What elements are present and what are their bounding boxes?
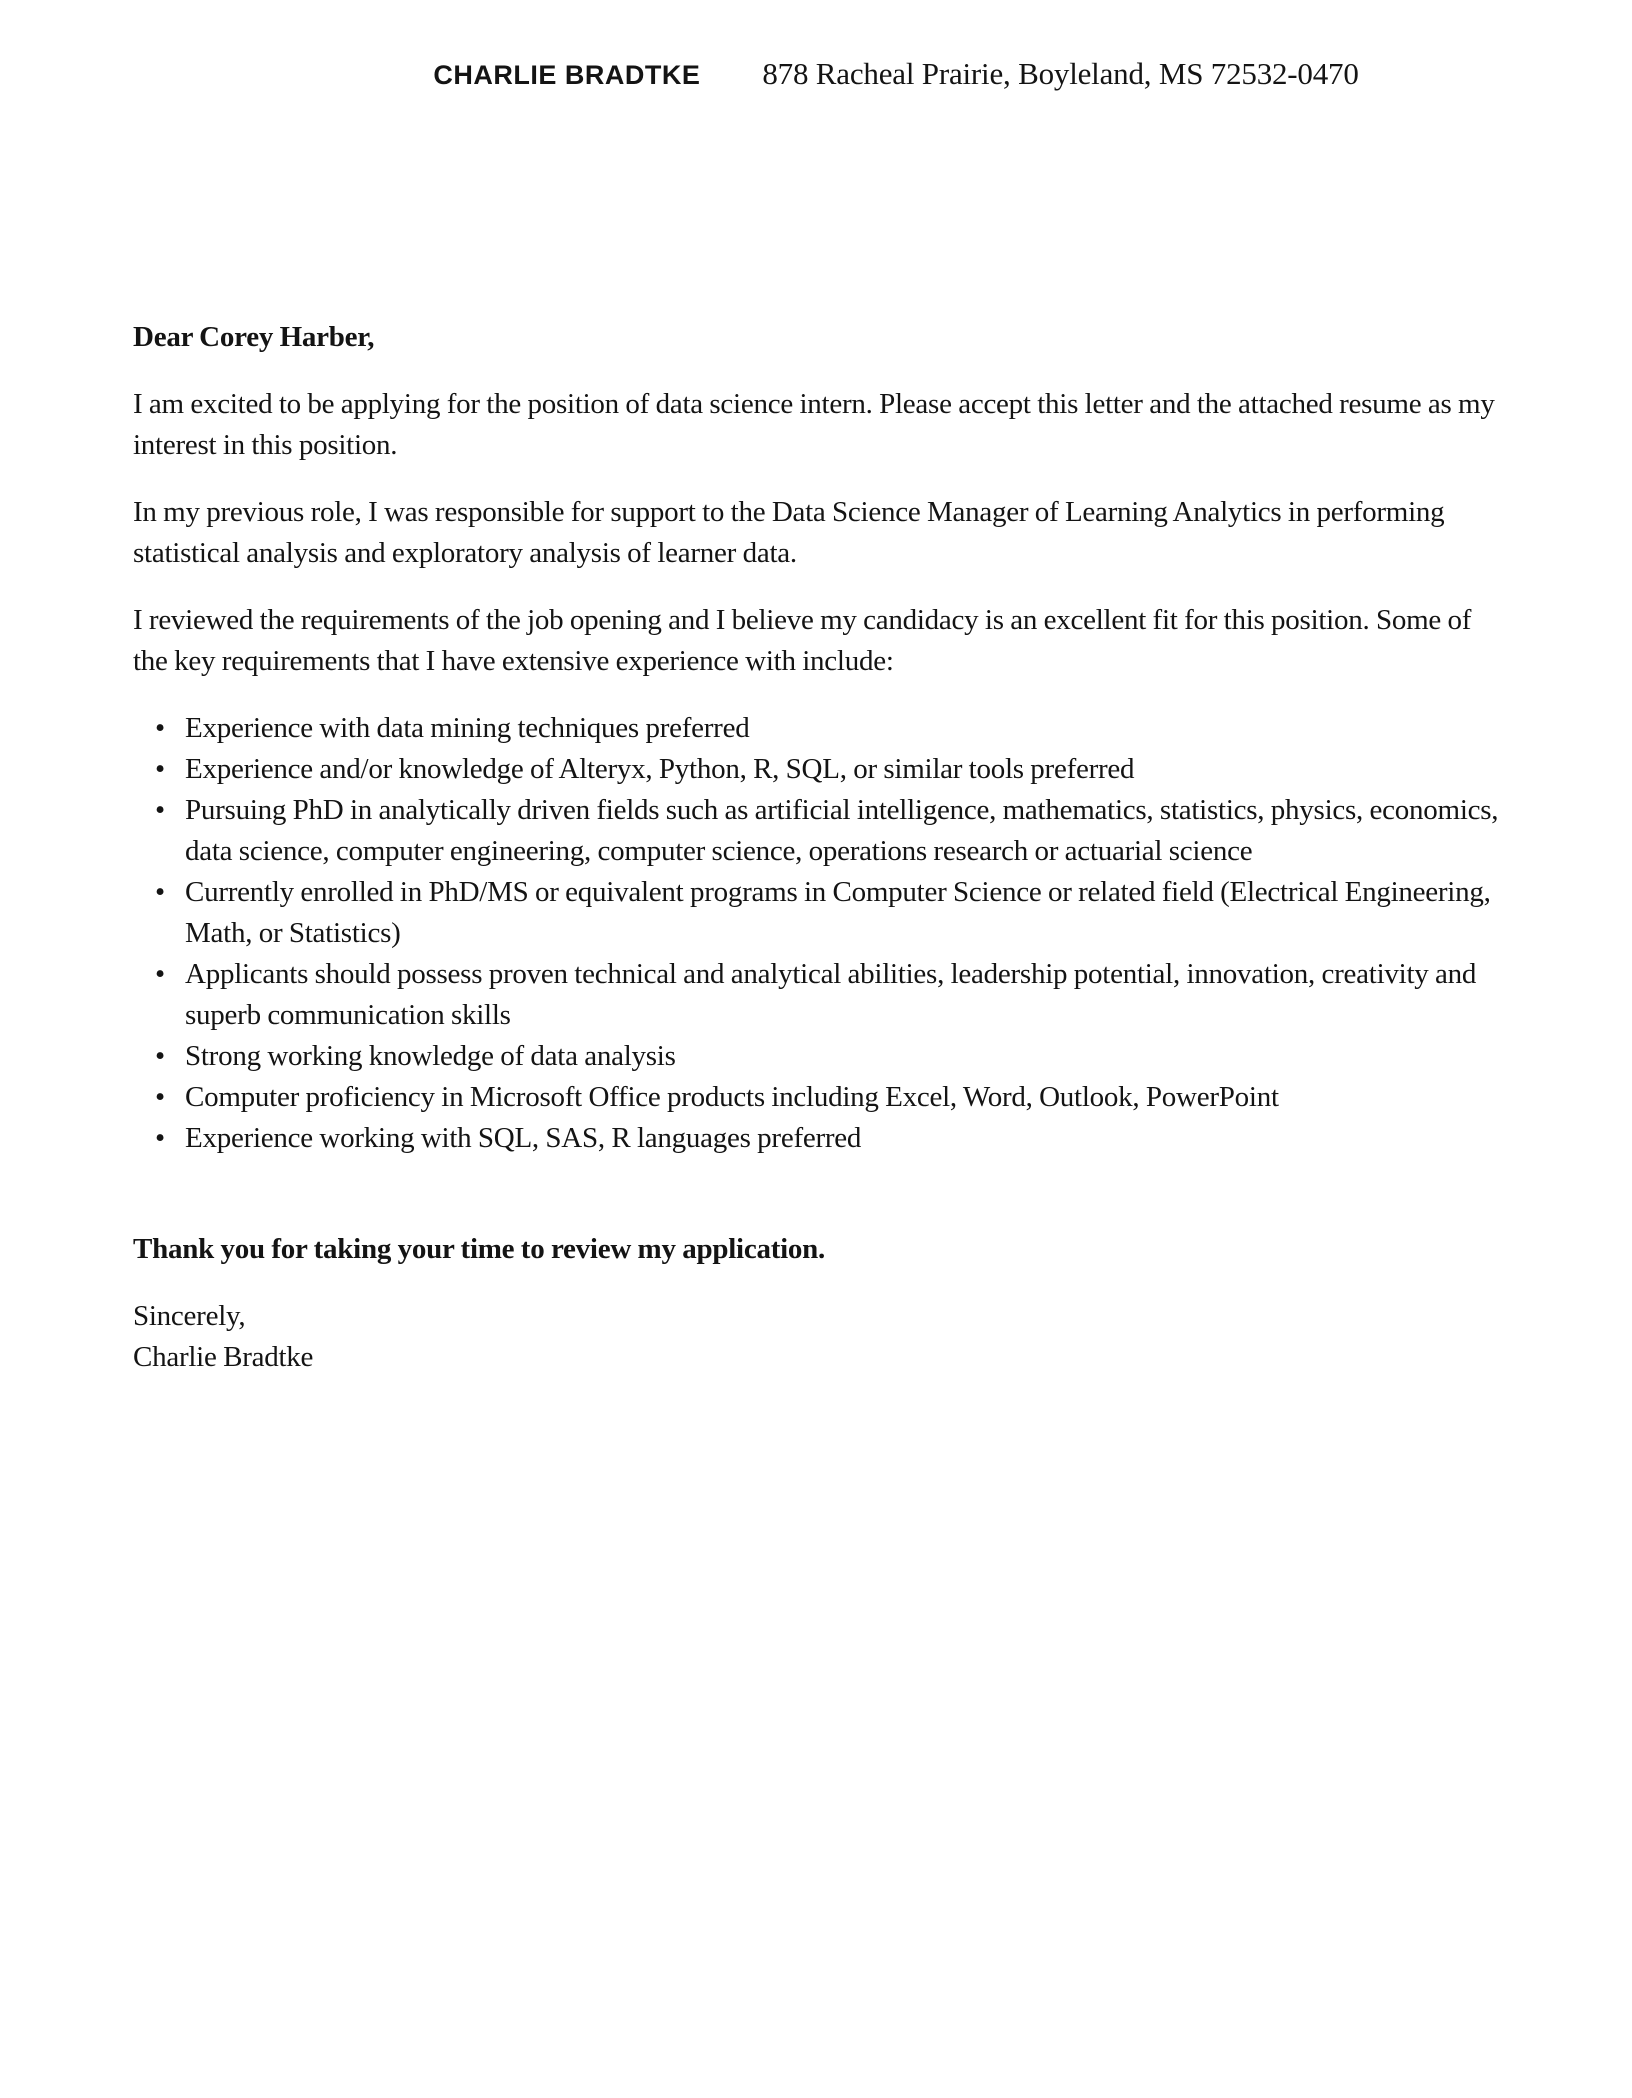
- letter-body: [0, 92, 1632, 1378]
- sender-name: CHARLIE BRADTKE: [433, 60, 701, 90]
- requirement-item: • Applicants should possess proven technical and analytical abilities, leadership potential, innovation, creativity and superb communication skills: [133, 954, 1499, 1036]
- letterhead: [0, 0, 1632, 92]
- sender-address: 878 Racheal Prairie, Boyleland, MS 72532-0470: [762, 56, 1359, 91]
- requirements-list: [133, 708, 1499, 1159]
- requirement-item: • Experience with data mining techniques preferred: [133, 708, 1499, 749]
- requirement-item: • Pursuing PhD in analytically driven fields such as artificial intelligence, mathematics, statistics, physics, economics, data science, computer engineering, computer science, operations research or actuarial science: [133, 790, 1499, 872]
- requirement-item: • Currently enrolled in PhD/MS or equivalent programs in Computer Science or related field (Electrical Engineering, Math, or Statistics): [133, 872, 1499, 954]
- requirement-item: • Experience working with SQL, SAS, R languages preferred: [133, 1118, 1499, 1159]
- closing-emphasis: Thank you for taking your time to review my application.: [133, 1233, 826, 1265]
- requirement-item: • Computer proficiency in Microsoft Office products including Excel, Word, Outlook, PowerPoint: [133, 1077, 1499, 1118]
- valediction: Sincerely,: [133, 1300, 246, 1332]
- signature-name: Charlie Bradtke: [133, 1341, 314, 1373]
- paragraph-previous-role: In my previous role, I was responsible for support to the Data Science Manager of Learning Analytics in performing statistical analysis and exploratory analysis of learner data.: [133, 496, 1445, 569]
- paragraph-intro: I am excited to be applying for the position of data science intern. Please accept this letter and the attached resume as my interest in this position.: [133, 388, 1495, 461]
- salutation: Dear Corey Harber,: [133, 321, 375, 353]
- requirement-item: • Experience and/or knowledge of Alteryx, Python, R, SQL, or similar tools preferred: [133, 749, 1499, 790]
- signoff-block: [133, 1296, 1499, 1378]
- paragraph-requirements-lead: I reviewed the requirements of the job opening and I believe my candidacy is an excellent fit for this position. Some of the key requirements that I have extensive experience with include:: [133, 604, 1472, 677]
- requirement-item: • Strong working knowledge of data analysis: [133, 1036, 1499, 1077]
